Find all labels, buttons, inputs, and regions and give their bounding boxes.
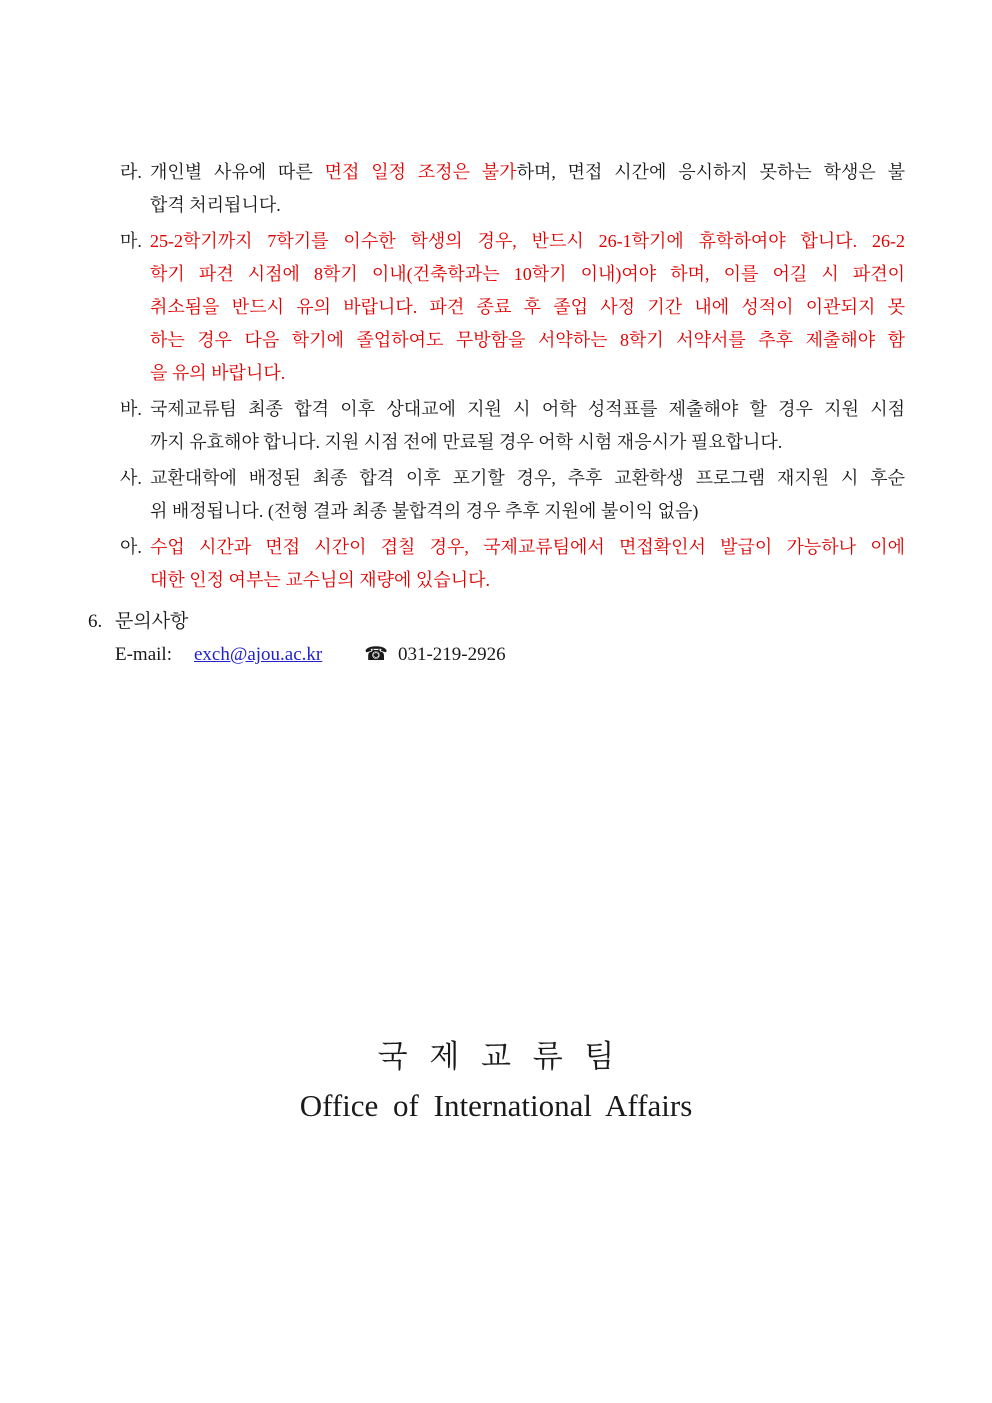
text-segment: 교환대학에 배정된 최종 합격 이후 포기할 경우, 추후 교환학생 프로그램 재지원 시 후순 (150, 468, 905, 488)
text-segment: 대한 인정 여부는 교수님의 재량에 있습니다. (150, 570, 490, 590)
signature-block (0, 1039, 992, 1125)
email-link[interactable]: exch@ajou.ac.kr (193, 644, 323, 665)
notice-item (120, 531, 905, 597)
text-segment: 면접 일정 조정은 불가 (324, 162, 517, 182)
text-segment: 개인별 사유에 따른 (150, 162, 325, 182)
office-name-korean: 국 제 교 류 팀 (377, 1039, 615, 1074)
email-label: E-mail: (115, 644, 172, 665)
text-segment: 하며, 면접 시간에 응시하지 못하는 학생은 불 (516, 162, 905, 182)
notice-item-label: 바. (120, 399, 142, 419)
notice-line (150, 156, 905, 189)
notice-line (150, 324, 905, 357)
notice-item (120, 156, 905, 222)
notice-item (120, 225, 905, 390)
notice-item-label: 아. (120, 537, 142, 557)
notice-line (150, 564, 905, 597)
notice-item-label: 라. (120, 162, 142, 182)
notice-line (150, 531, 905, 564)
text-segment: 25-2학기까지 7학기를 이수한 학생의 경우, 반드시 26-1학기에 휴학하여야 합니다. 26-2 (150, 231, 905, 251)
notice-line (150, 291, 905, 324)
telephone-icon: ☎ (364, 643, 388, 665)
text-segment: 국제교류팀 최종 합격 이후 상대교에 지원 시 어학 성적표를 제출해야 할 경우 지원 시점 (150, 399, 905, 419)
text-segment: 수업 시간과 면접 시간이 겹칠 경우, 국제교류팀에서 면접확인서 발급이 가능하나 이에 (150, 537, 905, 557)
notice-list (0, 0, 992, 597)
inquiry-heading (88, 605, 905, 638)
notice-item (120, 393, 905, 459)
inquiry-title: 문의사항 (115, 611, 189, 632)
notice-line (150, 189, 905, 222)
notice-line (150, 393, 905, 426)
phone-number: 031-219-2926 (397, 644, 506, 665)
notice-item-label: 사. (120, 468, 142, 488)
notice-line (150, 258, 905, 291)
text-segment: 취소됨을 반드시 유의 바랍니다. 파견 종료 후 졸업 사정 기간 내에 성적이 이관되지 못 (150, 297, 905, 317)
notice-item (120, 462, 905, 528)
text-segment: 을 유의 바랍니다. (150, 363, 286, 383)
text-segment: 까지 유효해야 합니다. 지원 시점 전에 만료될 경우 어학 시험 재응시가 필요합니다. (150, 432, 783, 452)
notice-line (150, 426, 905, 459)
text-segment: 합격 처리됩니다. (150, 195, 281, 215)
notice-item-label: 마. (120, 231, 142, 251)
notice-line (150, 462, 905, 495)
text-segment: 위 배정됩니다. (전형 결과 최종 불합격의 경우 추후 지원에 불이익 없음) (150, 501, 699, 521)
text-segment: 하는 경우 다음 학기에 졸업하여도 무방함을 서약하는 8학기 서약서를 추후 제출해야 함 (150, 330, 905, 350)
office-name-english: Office of International Affairs (299, 1088, 693, 1123)
contact-row (115, 638, 905, 671)
inquiry-section (88, 605, 905, 671)
text-segment: 학기 파견 시점에 8학기 이내(건축학과는 10학기 이내)여야 하며, 이를 어길 시 파견이 (150, 264, 905, 284)
notice-line (150, 225, 905, 258)
notice-line (150, 495, 905, 528)
notice-line (150, 357, 905, 390)
inquiry-number: 6. (88, 611, 103, 632)
